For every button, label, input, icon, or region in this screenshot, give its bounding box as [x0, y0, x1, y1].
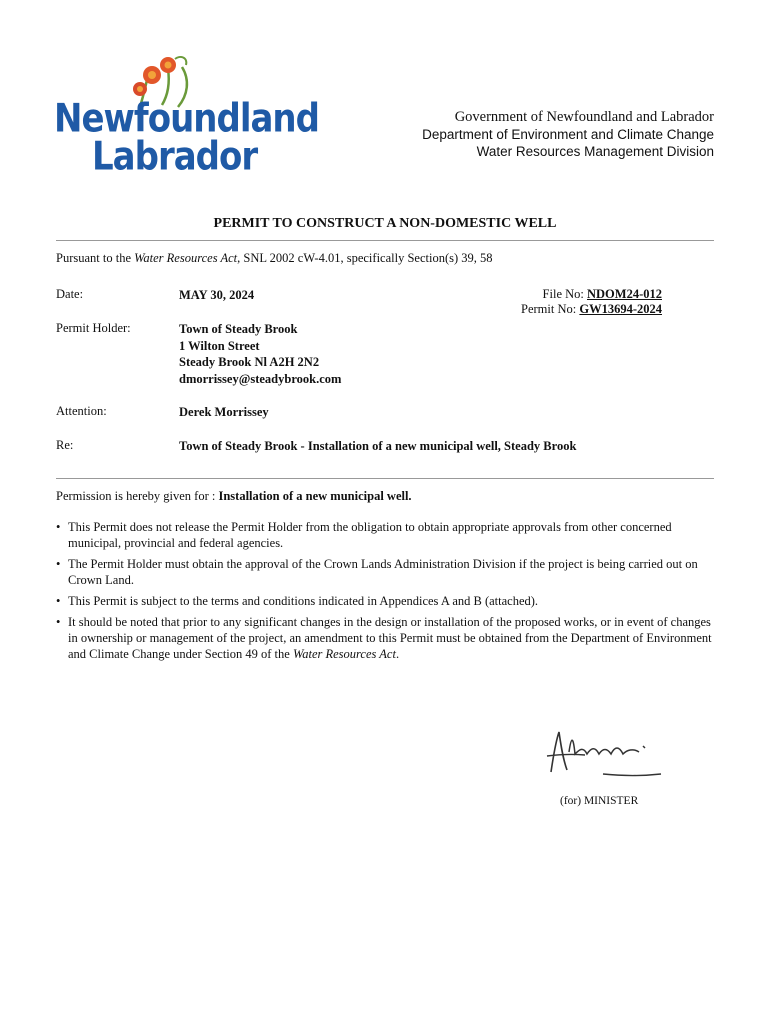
- condition-text: This Permit does not release the Permit Holder from the obligation to obtain appropriate approvals from other concerned municipal, provincial and federal agencies.: [68, 520, 672, 550]
- bullet-icon: •: [56, 557, 61, 571]
- date-label: Date:: [56, 287, 84, 301]
- holder-email: dmorrissey@steadybrook.com: [179, 371, 342, 386]
- conditions-list: [56, 519, 716, 667]
- condition-text: This Permit is subject to the terms and conditions indicated in Appendices A and B (attached).: [68, 594, 539, 608]
- re-label: Re:: [56, 438, 74, 452]
- date-value: MAY 30, 2024: [179, 288, 255, 302]
- permission-statement: [56, 489, 412, 504]
- list-item: [56, 593, 716, 609]
- holder-city: Steady Brook Nl A2H 2N2: [179, 355, 320, 369]
- logo-wordmark-line2: Labrador: [92, 134, 258, 180]
- attention-label: Attention:: [56, 404, 107, 418]
- list-item: [56, 519, 716, 551]
- list-item: [56, 556, 716, 588]
- condition-text: It should be noted that prior to any significant changes in the design or installation of the proposed works, or in event of changes in ownership or management of the project, an amendment to this Permit must be obtained from the Department of Environment and Climate Change under Section 49 of the: [68, 615, 712, 661]
- pursuant-prefix: Pursuant to the: [56, 251, 135, 265]
- government-name: Government of Newfoundland and Labrador: [454, 109, 714, 125]
- condition-end: .: [395, 647, 400, 661]
- list-item: [56, 614, 716, 662]
- re-value: Town of Steady Brook - Installation of a new municipal well, Steady Brook: [179, 439, 577, 453]
- file-no-value: NDOM24-012: [587, 287, 662, 301]
- permit-no-value: GW13694-2024: [579, 302, 662, 316]
- logo-wordmark-line1: Newfoundland: [54, 96, 319, 142]
- pursuant-act: Water Resources Act: [134, 251, 238, 265]
- department-name: Department of Environment and Climate Change: [422, 127, 714, 142]
- file-no-label: File No:: [542, 287, 587, 301]
- permit-no-label: Permit No:: [521, 302, 580, 316]
- bullet-icon: •: [56, 594, 61, 608]
- signature-caption: (for) MINISTER: [560, 795, 639, 807]
- permit-title: PERMIT TO CONSTRUCT A NON-DOMESTIC WELL: [213, 216, 557, 231]
- permission-prefix: Permission is hereby given for :: [56, 489, 219, 503]
- permit-holder-address: [179, 321, 341, 387]
- holder-street: 1 Wilton Street: [179, 338, 260, 353]
- section-divider: [56, 478, 714, 479]
- title-divider: [56, 240, 714, 241]
- condition-act: Water Resources Act: [292, 647, 396, 661]
- attention-value: Derek Morrissey: [179, 405, 269, 419]
- condition-text: The Permit Holder must obtain the approval of the Crown Lands Administration Division if the project is being carried out on Crown Land.: [68, 557, 698, 587]
- bullet-icon: •: [56, 615, 61, 629]
- division-name: Water Resources Management Division: [476, 144, 714, 159]
- file-numbers: [521, 287, 662, 317]
- pursuant-statement: [56, 251, 493, 266]
- pursuant-suffix: , SNL 2002 cW-4.01, specifically Section(s) 39, 58: [237, 251, 493, 265]
- permission-value: Installation of a new municipal well.: [218, 489, 412, 503]
- permit-holder-label: Permit Holder:: [56, 321, 131, 335]
- holder-name: Town of Steady Brook: [179, 322, 298, 336]
- signature-icon: [543, 724, 668, 784]
- bullet-icon: •: [56, 520, 61, 534]
